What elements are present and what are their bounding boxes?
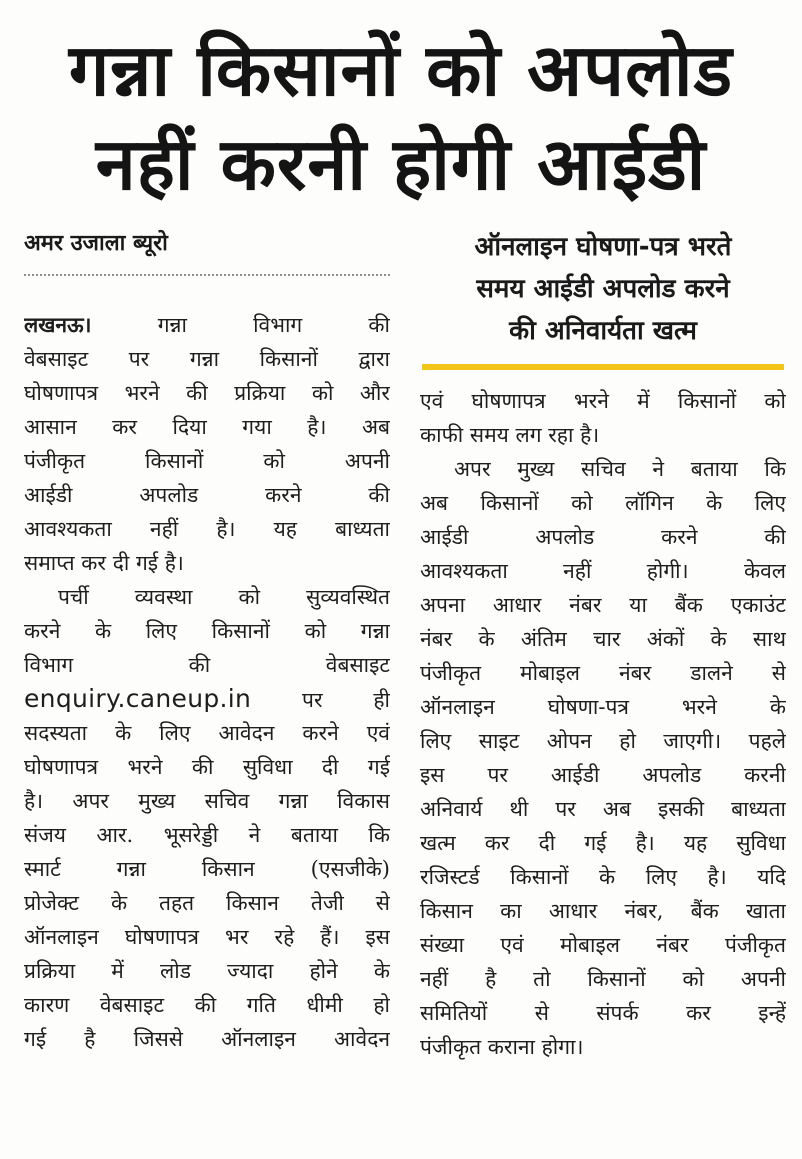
text-line: विभाग की वेबसाइट: [24, 653, 390, 677]
text-line: प्रोजेक्ट के तहत किसान तेजी से: [24, 891, 390, 915]
headline-line-1: गन्ना किसानों को अपलोड: [68, 28, 734, 112]
text-line: पंजीकृत मोबाइल नंबर डालने से: [420, 661, 786, 685]
text-line: समितियों से संपर्क कर इन्हें: [420, 1001, 786, 1025]
subheadline: [420, 226, 786, 352]
text-line: रजिस्टर्ड किसानों के लिए है। यदि: [420, 865, 786, 889]
dateline: लखनऊ।: [24, 313, 92, 337]
text-line: समाप्त कर दी गई है।: [24, 551, 184, 575]
article-column-left: [24, 308, 390, 1056]
text-line: आवश्यकता नहीं होगी। केवल: [420, 559, 786, 583]
byline-divider: [24, 274, 390, 276]
byline: अमर उजाला ब्यूरो: [24, 231, 168, 256]
text-line: अपना आधार नंबर या बैंक एकाउंट: [420, 593, 786, 617]
headline-line-2: नहीं करनी होगी आईडी: [95, 122, 707, 206]
article-column-right: [420, 384, 786, 1064]
text-line: पर्ची व्यवस्था को सुव्यवस्थित: [58, 585, 390, 609]
text-line: कारण वेबसाइट की गति धीमी हो: [24, 993, 390, 1017]
text-line: काफी समय लग रहा है।: [420, 423, 600, 447]
text-line: सदस्यता के लिए आवेदन करने एवं: [24, 721, 390, 745]
text-line: enquiry.caneup.in पर ही: [24, 684, 390, 713]
subheadline-line: की अनिवार्यता खत्म: [509, 316, 697, 346]
text-line: ऑनलाइन घोषणापत्र भर रहे हैं। इस: [24, 925, 390, 949]
text-line: किसान का आधार नंबर, बैंक खाता: [420, 899, 786, 923]
text-line: पंजीकृत कराना होगा।: [420, 1035, 584, 1059]
text-line: घोषणापत्र भरने की सुविधा दी गई: [24, 755, 390, 779]
text-line: स्मार्ट गन्ना किसान (एसजीके): [24, 857, 390, 881]
text-line: आईडी अपलोड करने की: [420, 525, 786, 549]
text-line: आईडी अपलोड करने की: [24, 483, 390, 507]
text-line: ऑनलाइन घोषणा-पत्र भरने के: [420, 695, 786, 719]
text-line: अपर मुख्य सचिव ने बताया कि: [454, 457, 786, 481]
text-line: प्रक्रिया में लोड ज्यादा होने के: [24, 959, 390, 983]
text-line: वेबसाइट पर गन्ना किसानों द्वारा: [24, 347, 390, 371]
text-line: लखनऊ। गन्ना विभाग की: [24, 313, 390, 337]
text-line: पंजीकृत किसानों को अपनी: [24, 449, 390, 473]
text-line: आसान कर दिया गया है। अब: [24, 415, 390, 439]
text-line: नंबर के अंतिम चार अंकों के साथ: [420, 627, 786, 651]
text-line: अनिवार्य थी पर अब इसकी बाध्यता: [420, 797, 786, 821]
text-line: संजय आर. भूसरेड्डी ने बताया कि: [24, 823, 390, 847]
text-line: लिए साइट ओपन हो जाएगी। पहले: [420, 729, 786, 753]
text-line: घोषणापत्र भरने की प्रक्रिया को और: [24, 381, 390, 405]
text-line: करने के लिए किसानों को गन्ना: [24, 619, 390, 643]
text-line: नहीं है तो किसानों को अपनी: [420, 967, 786, 991]
website-url: enquiry.caneup.in: [24, 684, 252, 713]
text-line: है। अपर मुख्य सचिव गन्ना विकास: [24, 789, 390, 813]
subheadline-line: समय आईडी अपलोड करने: [476, 274, 730, 304]
subheadline-line: ऑनलाइन घोषणा-पत्र भरते: [474, 232, 732, 262]
text-line: एवं घोषणापत्र भरने में किसानों को: [420, 389, 786, 413]
text-line: संख्या एवं मोबाइल नंबर पंजीकृत: [420, 933, 786, 957]
subheadline-underline: [422, 364, 784, 370]
text-line: आवश्यकता नहीं है। यह बाध्यता: [24, 517, 390, 541]
text-line: खत्म कर दी गई है। यह सुविधा: [420, 831, 786, 855]
text-line: इस पर आईडी अपलोड करनी: [420, 763, 786, 787]
text-line: अब किसानों को लॉगिन के लिए: [420, 491, 786, 515]
text-line: गई है जिससे ऑनलाइन आवेदन: [24, 1027, 390, 1051]
